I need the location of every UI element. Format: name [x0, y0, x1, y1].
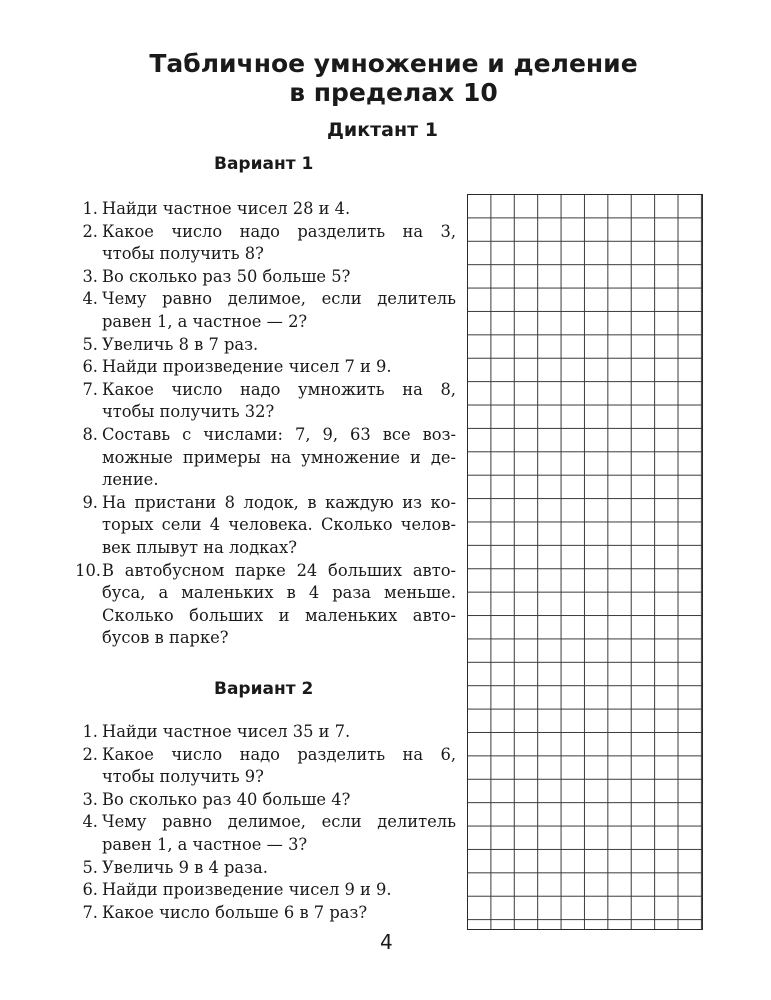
task-number: 7.	[82, 379, 98, 399]
variant-2-heading: Вариант 2	[214, 679, 314, 699]
task-number: 8.	[82, 424, 98, 444]
task-text-line: Чему равно делимое, если делитель	[102, 812, 456, 832]
task-item	[60, 811, 456, 856]
task-text-line: Какое число надо разделить на 6,	[102, 744, 456, 764]
task-item	[60, 288, 456, 333]
variant-1-heading: Вариант 1	[214, 154, 314, 174]
task-item	[60, 902, 456, 925]
task-text	[102, 811, 456, 856]
task-text	[102, 857, 456, 880]
task-number: 1.	[82, 722, 98, 741]
task-text-line: можные примеры на умножение и де-	[102, 447, 456, 467]
task-text-line: Найди произведение чисел 9 и 9.	[102, 880, 392, 900]
dictation-title: Диктант 1	[327, 119, 438, 141]
task-item	[60, 424, 456, 492]
variant-2-task-list	[60, 721, 456, 924]
task-text-line: торых сели 4 человека. Сколько челов-	[102, 515, 456, 535]
task-text	[102, 744, 456, 789]
task-text-line: Найди частное чисел 28 и 4.	[102, 199, 351, 218]
task-item	[60, 721, 456, 744]
task-text-line: Чему равно делимое, если делитель	[102, 289, 456, 309]
task-number: 1.	[82, 199, 98, 218]
task-text	[102, 198, 456, 221]
task-text	[102, 789, 456, 812]
task-item	[60, 198, 456, 221]
task-text-line: В автобусном парке 24 больших авто-	[102, 560, 456, 580]
task-number: 4.	[82, 289, 98, 309]
task-number: 6.	[82, 357, 98, 377]
task-number: 9.	[82, 492, 98, 512]
page-title-line-1: Табличное умножение и деление	[149, 49, 638, 78]
task-text	[102, 356, 456, 379]
task-item	[60, 221, 456, 266]
task-text-line: Найди частное чисел 35 и 7.	[102, 722, 351, 741]
task-text-line: Найди произведение чисел 7 и 9.	[102, 357, 392, 377]
task-item	[60, 744, 456, 789]
task-text-line: Увеличь 8 в 7 раз.	[102, 334, 259, 354]
task-text-line: буса, а маленьких в 4 раза меньше.	[102, 583, 456, 603]
task-text-line: Во сколько раз 50 больше 5?	[102, 266, 351, 286]
task-text-line: Увеличь 9 в 4 раза.	[102, 857, 268, 877]
task-text-line: Составь с числами: 7, 9, 63 все воз-	[102, 424, 456, 444]
task-text-line: бусов в парке?	[102, 628, 229, 648]
task-item	[60, 334, 456, 357]
task-number: 3.	[82, 266, 98, 286]
task-item	[60, 266, 456, 289]
task-text-line: Сколько больших и маленьких авто-	[102, 605, 456, 625]
task-text-line: равен 1, а частное — 3?	[102, 834, 308, 854]
task-item	[60, 857, 456, 880]
task-text-line: На пристани 8 лодок, в каждую из ко-	[102, 492, 456, 512]
task-number: 10.	[75, 560, 101, 580]
task-number: 2.	[82, 744, 98, 764]
task-text	[102, 902, 456, 925]
task-item	[60, 560, 456, 650]
page-title-line-2: в пределах 10	[289, 78, 498, 107]
task-text-line: век плывут на лодках?	[102, 537, 297, 557]
variant-1-task-list	[60, 198, 456, 650]
task-text-line: чтобы получить 8?	[102, 244, 264, 264]
task-text	[102, 492, 456, 560]
task-number: 2.	[82, 221, 98, 241]
task-number: 5.	[82, 334, 98, 354]
task-text-line: чтобы получить 32?	[102, 402, 275, 422]
task-text	[102, 334, 456, 357]
task-text-line: чтобы получить 9?	[102, 767, 264, 787]
task-text-line: Какое число надо разделить на 3,	[102, 221, 456, 241]
task-text-line: равен 1, а частное — 2?	[102, 311, 308, 331]
task-text	[102, 266, 456, 289]
task-text	[102, 424, 456, 492]
task-text	[102, 379, 456, 424]
task-text	[102, 288, 456, 333]
task-number: 6.	[82, 880, 98, 900]
task-text	[102, 560, 456, 650]
task-number: 3.	[82, 789, 98, 809]
task-text-line: Какое число больше 6 в 7 раз?	[102, 902, 368, 922]
task-item	[60, 879, 456, 902]
answer-grid[interactable]	[467, 194, 703, 930]
task-item	[60, 356, 456, 379]
task-text-line: Какое число надо умножить на 8,	[102, 379, 456, 399]
task-text-line: ление.	[102, 470, 159, 490]
task-text	[102, 721, 456, 744]
task-text	[102, 221, 456, 266]
task-item	[60, 789, 456, 812]
task-number: 5.	[82, 857, 98, 877]
task-text-line: Во сколько раз 40 больше 4?	[102, 789, 351, 809]
task-number: 4.	[82, 812, 98, 832]
page-number: 4	[380, 930, 393, 954]
task-text	[102, 879, 456, 902]
task-item	[60, 492, 456, 560]
task-item	[60, 379, 456, 424]
task-number: 7.	[82, 902, 98, 922]
